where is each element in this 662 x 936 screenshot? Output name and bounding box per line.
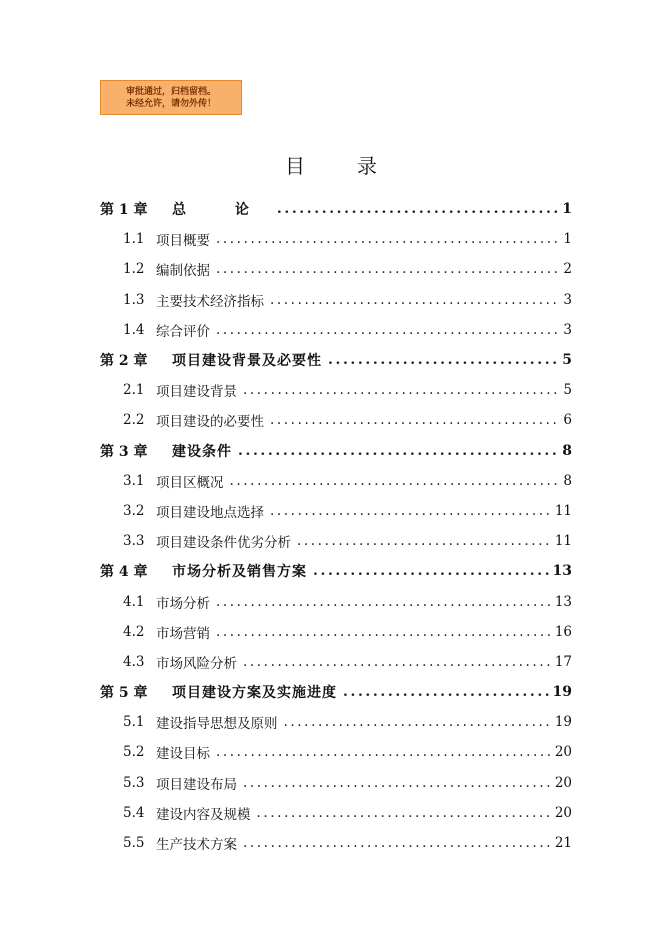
page-number: 5 bbox=[563, 382, 572, 399]
toc-section-5-3[interactable] bbox=[100, 768, 572, 798]
section-title: 项目建设地点选择 bbox=[156, 504, 264, 521]
toc-section-1-1[interactable] bbox=[100, 224, 572, 254]
dot-leader bbox=[243, 382, 559, 398]
chapter-number: 第 5 章 bbox=[100, 685, 148, 702]
section-number: 5.2 bbox=[123, 744, 145, 761]
page-number: 2 bbox=[563, 261, 572, 278]
page-number: 13 bbox=[552, 563, 572, 580]
page-number: 3 bbox=[563, 291, 572, 308]
toc-chapter-3[interactable] bbox=[100, 436, 572, 466]
page-number: 20 bbox=[554, 744, 572, 761]
chapter-number: 第 4 章 bbox=[100, 564, 148, 581]
section-title: 项目区概况 bbox=[156, 474, 224, 491]
page-number: 11 bbox=[554, 533, 572, 550]
stamp-line-2: 未经允许，请勿外传！ bbox=[125, 98, 216, 109]
toc-section-4-2[interactable] bbox=[100, 617, 572, 647]
page-number: 16 bbox=[554, 623, 572, 640]
chapter-number: 第 2 章 bbox=[100, 353, 148, 370]
page-number: 17 bbox=[554, 653, 572, 670]
section-title: 项目建设背景 bbox=[156, 384, 237, 401]
page-number: 20 bbox=[554, 804, 572, 821]
page-number: 11 bbox=[554, 502, 572, 519]
dot-leader bbox=[284, 714, 551, 730]
toc-section-1-2[interactable] bbox=[100, 254, 572, 284]
page-number: 8 bbox=[562, 442, 572, 459]
section-title: 市场营销 bbox=[156, 625, 210, 642]
section-number: 5.1 bbox=[123, 714, 145, 731]
section-number: 3.3 bbox=[123, 533, 145, 550]
section-title: 主要技术经济指标 bbox=[156, 293, 264, 310]
page-number: 20 bbox=[554, 774, 572, 791]
chapter-title: 项目建设方案及实施进度 bbox=[172, 685, 337, 702]
chapter-number: 第 1 章 bbox=[100, 202, 148, 219]
dot-leader bbox=[243, 775, 551, 791]
toc-section-5-5[interactable] bbox=[100, 828, 572, 858]
page-number: 5 bbox=[562, 352, 572, 369]
page-number: 19 bbox=[552, 684, 572, 701]
section-number: 4.2 bbox=[123, 623, 145, 640]
toc-section-2-2[interactable] bbox=[100, 405, 572, 435]
dot-leader bbox=[257, 805, 551, 821]
dot-leader bbox=[216, 322, 559, 338]
chapter-number: 第 3 章 bbox=[100, 443, 148, 460]
dot-leader bbox=[277, 201, 558, 217]
approval-stamp bbox=[100, 80, 242, 115]
section-title: 建设指导思想及原则 bbox=[156, 716, 278, 733]
dot-leader bbox=[216, 624, 551, 640]
table-of-contents bbox=[100, 194, 572, 858]
section-number: 5.3 bbox=[123, 774, 145, 791]
toc-chapter-2[interactable] bbox=[100, 345, 572, 375]
section-number: 1.4 bbox=[123, 321, 145, 338]
section-title: 项目建设的必要性 bbox=[156, 414, 264, 431]
dot-leader bbox=[243, 654, 551, 670]
page-number: 8 bbox=[563, 472, 572, 489]
section-number: 3.1 bbox=[123, 472, 145, 489]
chapter-title: 建设条件 bbox=[172, 443, 232, 460]
dot-leader bbox=[328, 352, 558, 368]
toc-section-4-1[interactable] bbox=[100, 586, 572, 616]
section-number: 1.2 bbox=[123, 261, 145, 278]
toc-chapter-1[interactable] bbox=[100, 194, 572, 224]
toc-section-4-3[interactable] bbox=[100, 647, 572, 677]
dot-leader bbox=[313, 563, 549, 579]
page-number: 1 bbox=[562, 201, 572, 218]
section-title: 项目概要 bbox=[156, 233, 210, 250]
page-number: 21 bbox=[554, 835, 572, 852]
page-number: 19 bbox=[554, 714, 572, 731]
toc-section-5-1[interactable] bbox=[100, 707, 572, 737]
section-title: 建设目标 bbox=[156, 746, 210, 763]
section-number: 4.3 bbox=[123, 653, 145, 670]
section-number: 4.1 bbox=[123, 593, 145, 610]
chapter-title: 总 论 bbox=[172, 202, 271, 219]
dot-leader bbox=[243, 835, 551, 851]
dot-leader bbox=[230, 473, 560, 489]
dot-leader bbox=[216, 744, 551, 760]
section-title: 市场风险分析 bbox=[156, 655, 237, 672]
dot-leader bbox=[216, 594, 551, 610]
toc-section-1-3[interactable] bbox=[100, 285, 572, 315]
section-number: 3.2 bbox=[123, 502, 145, 519]
section-title: 综合评价 bbox=[156, 323, 210, 340]
chapter-title: 市场分析及销售方案 bbox=[172, 564, 307, 581]
section-title: 项目建设条件优劣分析 bbox=[156, 535, 291, 552]
dot-leader bbox=[216, 261, 559, 277]
toc-section-5-4[interactable] bbox=[100, 798, 572, 828]
toc-section-1-4[interactable] bbox=[100, 315, 572, 345]
dot-leader bbox=[238, 443, 558, 459]
dot-leader bbox=[297, 533, 551, 549]
section-number: 1.3 bbox=[123, 291, 145, 308]
section-number: 1.1 bbox=[123, 231, 145, 248]
section-title: 生产技术方案 bbox=[156, 837, 237, 854]
chapter-title: 项目建设背景及必要性 bbox=[172, 353, 322, 370]
page-number: 1 bbox=[563, 231, 572, 248]
stamp-line-1: 审批通过，归档留档。 bbox=[125, 86, 216, 97]
page-number: 13 bbox=[554, 593, 572, 610]
toc-title: 目录 bbox=[285, 154, 429, 178]
toc-chapter-4[interactable] bbox=[100, 556, 572, 586]
toc-section-3-1[interactable] bbox=[100, 466, 572, 496]
section-number: 2.2 bbox=[123, 412, 145, 429]
section-title: 建设内容及规模 bbox=[156, 806, 251, 823]
dot-leader bbox=[216, 231, 559, 247]
section-title: 市场分析 bbox=[156, 595, 210, 612]
page-number: 6 bbox=[563, 412, 572, 429]
section-number: 5.4 bbox=[123, 804, 145, 821]
section-title: 项目建设布局 bbox=[156, 776, 237, 793]
toc-section-3-3[interactable] bbox=[100, 526, 572, 556]
dot-leader bbox=[270, 292, 559, 308]
toc-section-2-1[interactable] bbox=[100, 375, 572, 405]
dot-leader bbox=[270, 503, 551, 519]
dot-leader bbox=[343, 684, 549, 700]
page-number: 3 bbox=[563, 321, 572, 338]
toc-section-3-2[interactable] bbox=[100, 496, 572, 526]
toc-section-5-2[interactable] bbox=[100, 737, 572, 767]
section-number: 2.1 bbox=[123, 382, 145, 399]
section-title: 编制依据 bbox=[156, 263, 210, 280]
dot-leader bbox=[270, 412, 559, 428]
toc-chapter-5[interactable] bbox=[100, 677, 572, 707]
section-number: 5.5 bbox=[123, 835, 145, 852]
